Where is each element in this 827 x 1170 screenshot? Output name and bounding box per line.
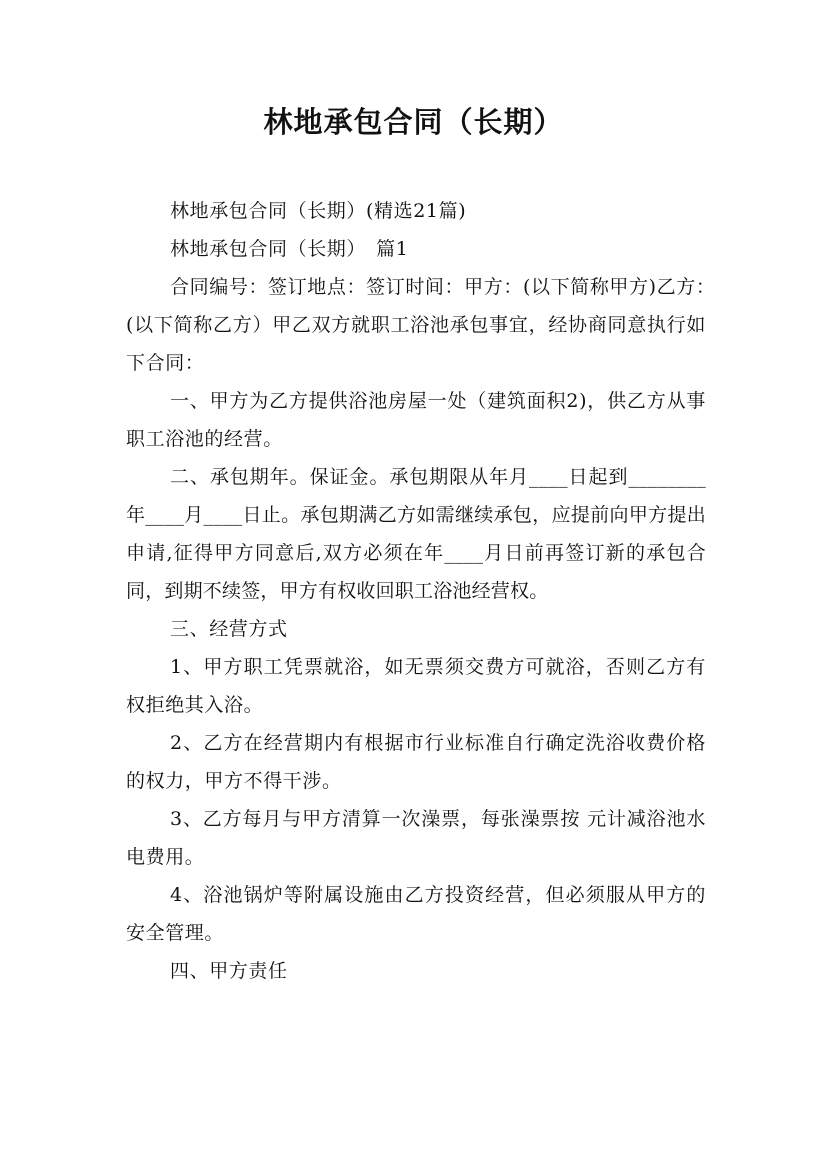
paragraph-contract-parties: 合同编号：签订地点：签订时间：甲方：(以下简称甲方)乙方： (以下简称乙方）甲乙双方就职工浴池承包事宜，经协商同意执行如下合同： <box>126 276 726 374</box>
paragraph-subtitle: 林地承包合同（长期）(精选21篇) <box>170 200 467 222</box>
paragraph-item-4: 4、浴池锅炉等附属设施由乙方投资经营，但必须服从甲方的安全管理。 <box>126 884 706 944</box>
document-title: 林地承包合同（长期） <box>263 105 564 139</box>
paragraph-clause-2: 二、承包期年。保证金。承包期限从年月____日起到________年____月____日止。承包期满乙方如需继续承包，应提前向甲方提出申请,征得甲方同意后,双方必须在年____月日前再签订新的承包合同，到期不续签，甲方有权收回职工浴池经营权。 <box>126 466 706 602</box>
paragraph-heading-operation: 三、经营方式 <box>170 618 288 640</box>
document-body <box>126 192 726 990</box>
paragraph-item-2: 2、乙方在经营期内有根据市行业标准自行确定洗浴收费价格的权力，甲方不得干涉。 <box>126 732 706 792</box>
paragraph-section-heading: 林地承包合同（长期） 篇1 <box>170 238 409 260</box>
paragraph-clause-1: 一、甲方为乙方提供浴池房屋一处（建筑面积2)，供乙方从事职工浴池的经营。 <box>126 390 706 450</box>
paragraph-item-3: 3、乙方每月与甲方清算一次澡票，每张澡票按 元计减浴池水电费用。 <box>126 808 706 868</box>
paragraph-item-1: 1、甲方职工凭票就浴，如无票须交费方可就浴，否则乙方有权拒绝其入浴。 <box>126 656 706 716</box>
paragraph-heading-party-a: 四、甲方责任 <box>170 960 288 982</box>
